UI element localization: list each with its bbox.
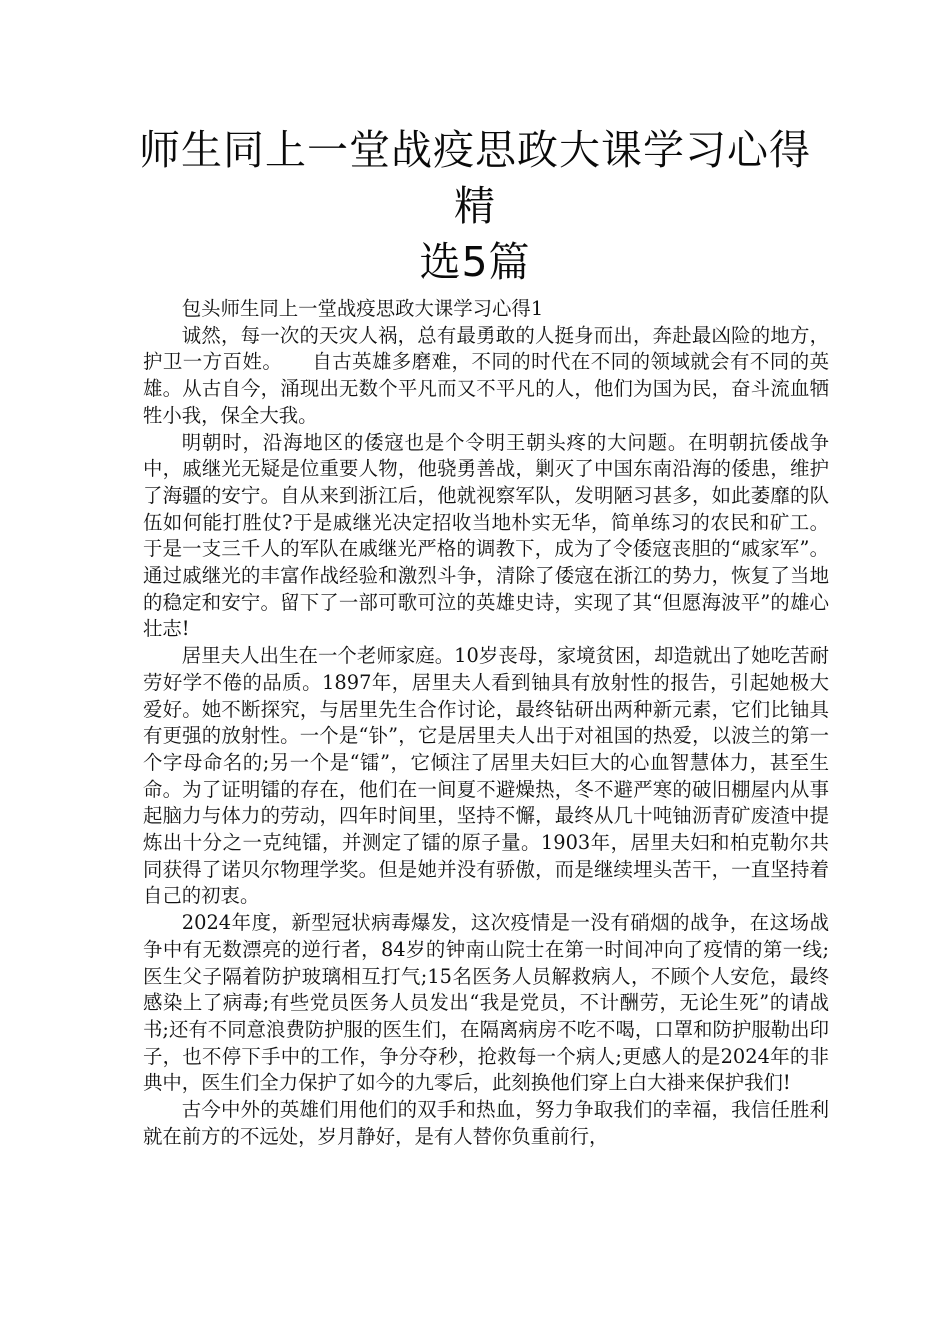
paragraph: 居里夫人出生在一个老师家庭。10岁丧母，家境贫困，却造就出了她吃苦耐劳好学不倦的品质。1897年，居里夫人看到铀具有放射性的报告，引起她极大爱好。她不断探究，与居里先生合作讨论，最终钻研出两种新元素，它们比铀具有更强的放射性。一个是“钋”，它是居里夫人出于对祖国的热爱，以波兰的第一个字母命名的;另一个是“镭”，它倾注了居里夫妇巨大的心血智慧体力，甚至生命。为了证明镭的存在，他们在一间夏不避燥热，冬不避严寒的破旧棚屋内从事起脑力与体力的劳动，四年时间里，坚持不懈，最终从几十吨铀沥青矿废渣中提炼出十分之一克纯镭，并测定了镭的原子量。1903年，居里夫妇和柏克勒尔共同获得了诺贝尔物理学奖。但是她并没有骄傲，而是继续埋头苦干，一直坚持着自己的初衷。 xyxy=(143,644,829,908)
paragraph: 诚然，每一次的天灾人祸，总有最勇敢的人挺身而出，奔赴最凶险的地方，护卫一方百姓。 自古英雄多磨难，不同的时代在不同的领域就会有不同的英雄。从古自今，涌现出无数个平凡而又不平凡的人，他们为国为民，奋斗流血牺牲小我，保全大我。 xyxy=(143,323,829,427)
section-heading: 包头师生同上一堂战疫思政大课学习心得1 xyxy=(181,297,544,320)
paragraph: 古今中外的英雄们用他们的双手和热血，努力争取我们的幸福，我信任胜利就在前方的不远处，岁月静好，是有人替你负重前行， xyxy=(143,1098,829,1148)
title-line-2: 选5篇 xyxy=(419,238,531,286)
document-body xyxy=(143,296,829,1151)
title-line-1: 师生同上一堂战疫思政大课学习心得精 xyxy=(139,126,811,230)
paragraph: 明朝时，沿海地区的倭寇也是个令明王朝头疼的大问题。在明朝抗倭战争中，戚继光无疑是位重要人物，他骁勇善战，剿灭了中国东南沿海的倭患，维护了海疆的安宁。自从来到浙江后，他就视察军队，发明陋习甚多，如此萎靡的队伍如何能打胜仗?于是戚继光决定招收当地朴实无华，简单练习的农民和矿工。于是一支三千人的军队在戚继光严格的调教下，成为了令倭寇丧胆的“戚家军”。通过戚继光的丰富作战经验和激烈斗争，清除了倭寇在浙江的势力，恢复了当地的稳定和安宁。留下了一部可歌可泣的英雄史诗，实现了其“但愿海波平”的雄心壮志! xyxy=(143,430,829,641)
document-title xyxy=(120,122,830,290)
paragraph: 2024年度，新型冠状病毒爆发，这次疫情是一没有硝烟的战争，在这场战争中有无数漂亮的逆行者，84岁的钟南山院士在第一时间冲向了疫情的第一线;医生父子隔着防护玻璃相互打气;15名医务人员解救病人，不顾个人安危，最终感染上了病毒;有些党员医务人员发出“我是党员，不计酬劳，无论生死”的请战书;还有不同意浪费防护服的医生们，在隔离病房不吃不喝，口罩和防护服勒出印子，也不停下手中的工作，争分夺秒，抢救每一个病人;更感人的是2024年的非典中，医生们全力保护了如今的九零后，此刻换他们穿上白大褂来保护我们! xyxy=(143,911,829,1095)
